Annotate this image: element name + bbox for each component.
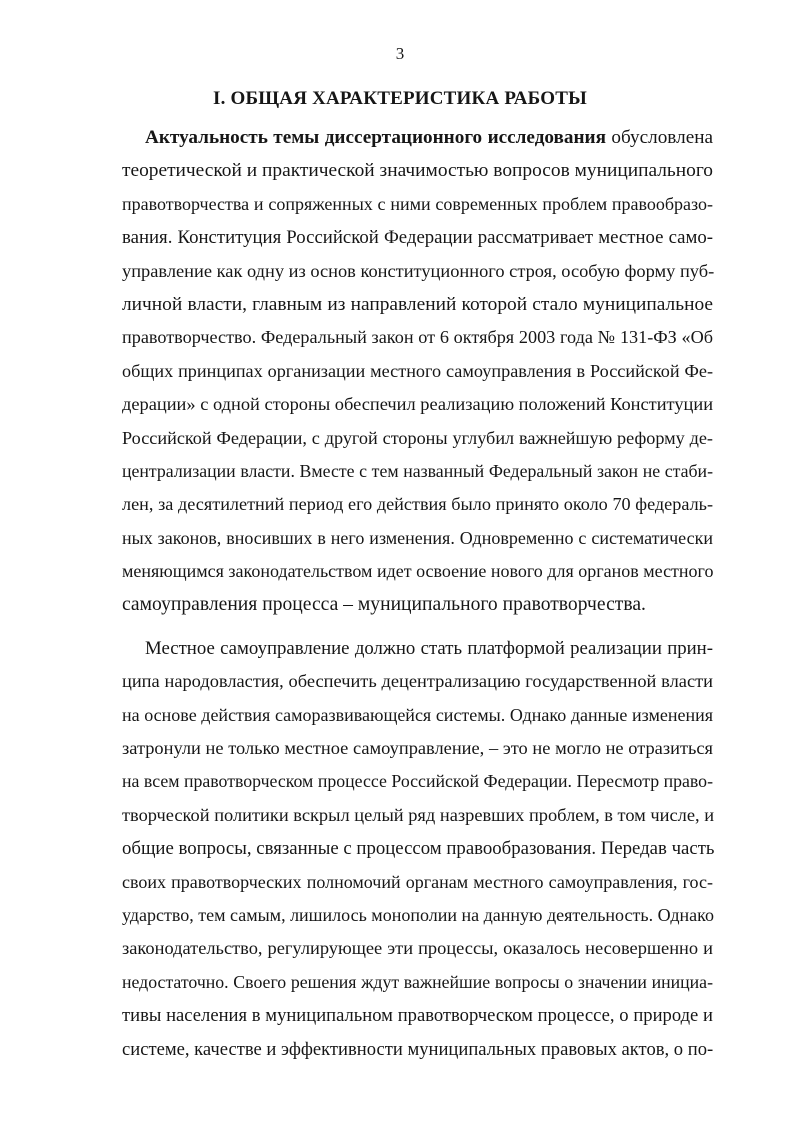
- paragraph-2-line: затронули не только местное самоуправление, – это не могло не отразиться: [122, 738, 713, 759]
- paragraph-2-line: тивы населения в муниципальном правотворческом процессе, о природе и: [122, 1005, 713, 1027]
- paragraph-1-line: Российской Федерации, с другой стороны углубил важнейшую реформу де-: [122, 427, 713, 448]
- paragraph-2-line: Местное самоуправление должно стать платформой реализации прин-: [145, 637, 713, 659]
- paragraph-2-line: недостаточно. Своего решения ждут важнейшие вопросы о значении инициа-: [122, 971, 713, 992]
- paragraph-1-line: вания. Конституция Российской Федерации рассматривает местное само-: [122, 227, 713, 249]
- paragraph-1-line: меняющимся законодательством идет освоение нового для органов местного: [122, 561, 714, 582]
- section-title: I. ОБЩАЯ ХАРАКТЕРИСТИКА РАБОТЫ: [213, 88, 587, 109]
- paragraph-2-line: системе, качестве и эффективности муниципальных правовых актов, о по-: [122, 1038, 714, 1060]
- paragraph-2-line: ципа народовластия, обеспечить децентрализацию государственной власти: [122, 671, 713, 692]
- paragraph-2-line: ударство, тем самым, лишилось монополии на данную деятельность. Однако: [122, 904, 714, 925]
- paragraph-1-line: дерации» с одной стороны обеспечил реализацию положений Конституции: [122, 394, 714, 415]
- paragraph-2-line: творческой политики вскрыл целый ряд назревших проблем, в том числе, и: [122, 804, 715, 825]
- body-text: [122, 121, 713, 1066]
- page-number: 3: [395, 44, 405, 63]
- paragraph-2-line: на основе действия саморазвивающейся системы. Однако данные изменения: [122, 704, 713, 725]
- paragraph-2-line: общие вопросы, связанные с процессом правообразования. Передав часть: [122, 838, 715, 860]
- paragraph-1-line: Актуальность темы диссертационного исследования обусловлена: [145, 127, 713, 148]
- paragraph-1-line: управление как одну из основ конституционного строя, особую форму пуб-: [122, 260, 715, 281]
- paragraph-1-line: правотворчества и сопряженных с ними современных проблем правообразо-: [122, 193, 713, 214]
- paragraph-1-lead: Актуальность темы диссертационного исследования: [145, 127, 606, 148]
- paragraph-1-line: лен, за десятилетний период его действия было принято около 70 федераль-: [122, 494, 713, 515]
- paragraph-2-line: законодательство, регулирующее эти процессы, оказалось несовершенно и: [122, 938, 713, 959]
- paragraph-1-line: теоретической и практической значимостью вопросов муниципального: [122, 160, 713, 182]
- paragraph-1-line: самоуправления процесса – муниципального правотворчества.: [122, 594, 646, 616]
- paragraph-1-line: личной власти, главным из направлений которой стало муниципальное: [122, 293, 713, 315]
- paragraph-1-line: ных законов, вносивших в него изменения. Одновременно с систематически: [122, 527, 713, 548]
- paragraph-1-line: общих принципах организации местного самоуправления в Российской Фе-: [122, 360, 713, 381]
- paragraph-2-line: на всем правотворческом процессе Российской Федерации. Пересмотр право-: [122, 771, 713, 792]
- paragraph-gap: [122, 622, 713, 632]
- paragraph-2-line: своих правотворческих полномочий органам местного самоуправления, гос-: [122, 871, 713, 892]
- paragraph-1-line: правотворчество. Федеральный закон от 6 октября 2003 года № 131-ФЗ «Об: [122, 327, 713, 348]
- paragraph-1-line: централизации власти. Вместе с тем названный Федеральный закон не стаби-: [122, 460, 713, 481]
